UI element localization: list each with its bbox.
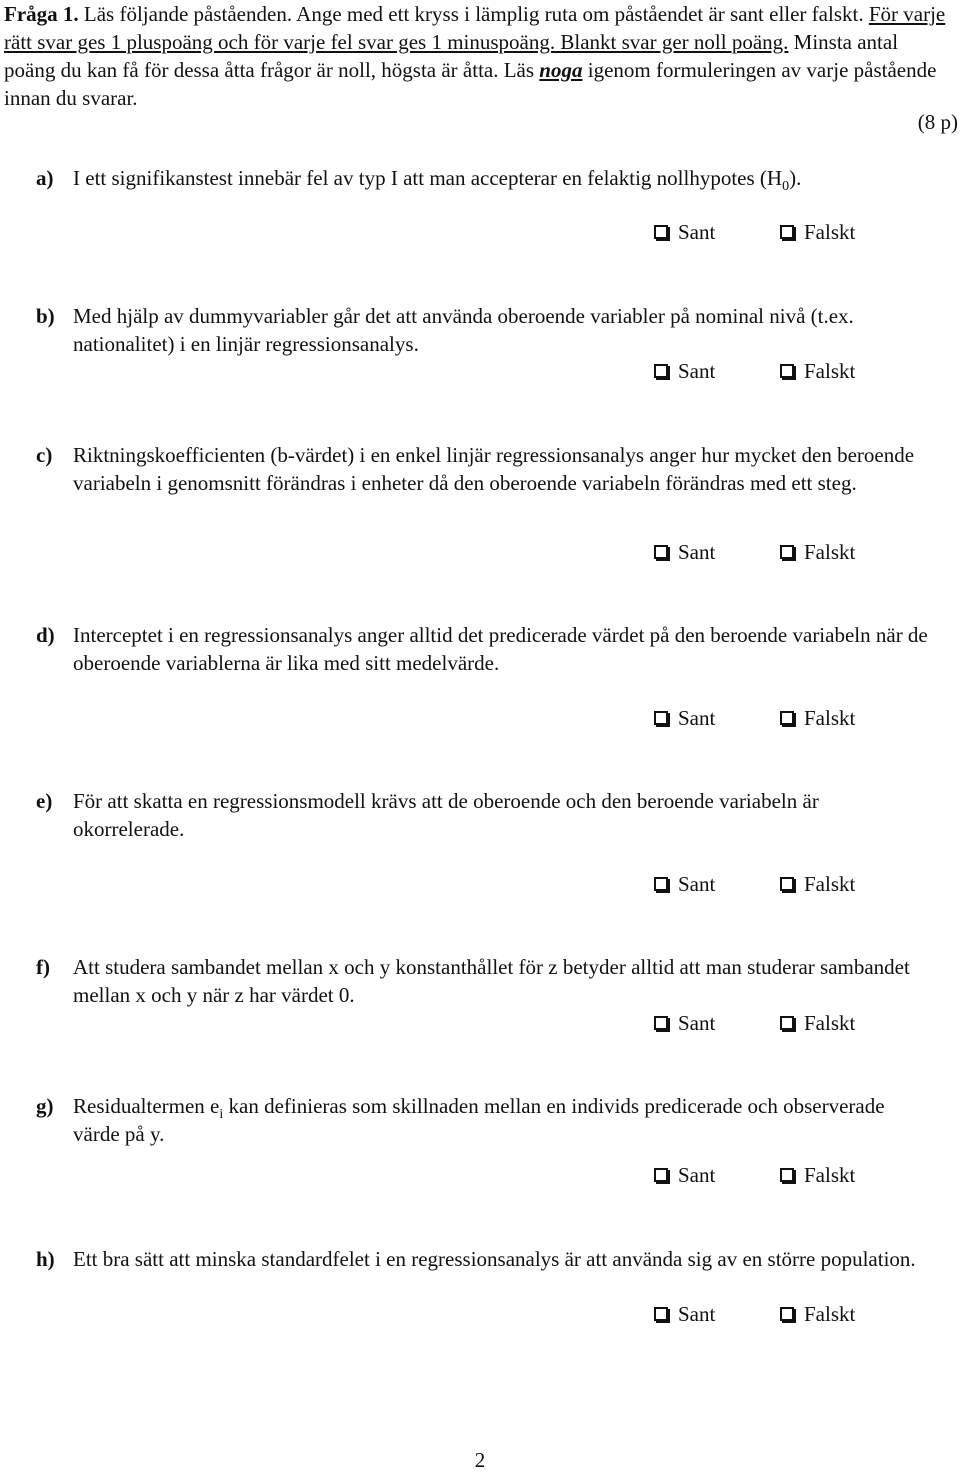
checkbox-icon[interactable] xyxy=(654,364,668,378)
sant-option-e[interactable]: Sant xyxy=(654,870,715,898)
question-g: g) Residualtermen $e_i$ kan definieras som skillnaden mellan en individs predicerade och observerade värde på y. xyxy=(36,1094,885,1146)
checkbox-icon[interactable] xyxy=(780,877,794,891)
instructions: Fråga 1. Läs följande påståenden. Ange med ett kryss i lämplig ruta om påståendet är sant eller falskt. För varje rätt svar ges 1 pluspoäng och för varje fel svar ges 1 minuspoäng. Blankt svar ger noll poäng. Minsta antal poäng du kan få för dessa åtta frågor är noll, högsta är åtta. Läs noga igenom formuleringen av varje påstående innan du svarar. xyxy=(4,2,946,110)
answers-e xyxy=(654,870,884,898)
falskt-option-d[interactable]: Falskt xyxy=(780,704,855,732)
question-f: f) Att studera sambandet mellan x och y konstanthållet för z betyder alltid att man studerar sambandet mellan x och y när z har värdet 0. xyxy=(36,955,910,1007)
checkbox-icon[interactable] xyxy=(654,877,668,891)
answers-c xyxy=(654,538,884,566)
checkbox-icon[interactable] xyxy=(780,1016,794,1030)
sant-option-d[interactable]: Sant xyxy=(654,704,715,732)
sant-option-h[interactable]: Sant xyxy=(654,1300,715,1328)
question-title: Fråga 1. xyxy=(4,2,79,26)
checkbox-icon[interactable] xyxy=(780,1168,794,1182)
answers-a xyxy=(654,218,884,246)
answers-b xyxy=(654,357,884,385)
falskt-option-f[interactable]: Falskt xyxy=(780,1009,855,1037)
falskt-option-e[interactable]: Falskt xyxy=(780,870,855,898)
question-b: b) Med hjälp av dummyvariabler går det att använda oberoende variabler på nominal nivå (t.ex. nationalitet) i en linjär regressionsanalys. xyxy=(36,304,854,356)
sant-option-g[interactable]: Sant xyxy=(654,1161,715,1189)
answers-g xyxy=(654,1161,884,1189)
emphasis-noga: noga xyxy=(539,58,583,82)
checkbox-icon[interactable] xyxy=(780,225,794,239)
checkbox-icon[interactable] xyxy=(654,225,668,239)
falskt-option-g[interactable]: Falskt xyxy=(780,1161,855,1189)
answers-h xyxy=(654,1300,884,1328)
scoring-rule: För varje rätt svar ges 1 pluspoäng och för varje fel svar ges 1 minuspoäng. Blankt svar ger noll poäng. xyxy=(4,2,946,54)
falskt-option-c[interactable]: Falskt xyxy=(780,538,855,566)
question-c: c) Riktningskoefficienten (b-värdet) i en enkel linjär regressionsanalys anger hur mycket den beroende variabeln i genomsnitt förändras i enheter då den oberoende variabeln förändras med ett steg. xyxy=(36,443,915,495)
checkbox-icon[interactable] xyxy=(780,364,794,378)
answers-d xyxy=(654,704,884,732)
question-h: h) Ett bra sätt att minska standardfelet i en regressionsanalys är att använda sig av en större population. xyxy=(36,1247,916,1271)
question-d: d) Interceptet i en regressionsanalys anger alltid det predicerade värdet på den beroende variabeln när de oberoende variablerna är lika med sitt medelvärde. xyxy=(36,623,928,675)
checkbox-icon[interactable] xyxy=(654,1168,668,1182)
checkbox-icon[interactable] xyxy=(654,545,668,559)
answers-f xyxy=(654,1009,884,1037)
question-a: a) I ett signifikanstest innebär fel av typ I att man accepterar en felaktig nollhypotes $(H_0)$. xyxy=(36,166,802,195)
checkbox-icon[interactable] xyxy=(780,1307,794,1321)
falskt-option-b[interactable]: Falskt xyxy=(780,357,855,385)
sant-option-f[interactable]: Sant xyxy=(654,1009,715,1037)
sant-option-b[interactable]: Sant xyxy=(654,357,715,385)
checkbox-icon[interactable] xyxy=(780,545,794,559)
falskt-option-a[interactable]: Falskt xyxy=(780,218,855,246)
page-number: 2 xyxy=(474,1448,486,1472)
sant-option-a[interactable]: Sant xyxy=(654,218,715,246)
checkbox-icon[interactable] xyxy=(780,711,794,725)
sant-option-c[interactable]: Sant xyxy=(654,538,715,566)
checkbox-icon[interactable] xyxy=(654,1016,668,1030)
checkbox-icon[interactable] xyxy=(654,1307,668,1321)
checkbox-icon[interactable] xyxy=(654,711,668,725)
falskt-option-h[interactable]: Falskt xyxy=(780,1300,855,1328)
question-e: e) För att skatta en regressionsmodell krävs att de oberoende och den beroende variabeln är okorrelerade. xyxy=(36,789,819,841)
points-label: (8 p) xyxy=(917,110,958,134)
